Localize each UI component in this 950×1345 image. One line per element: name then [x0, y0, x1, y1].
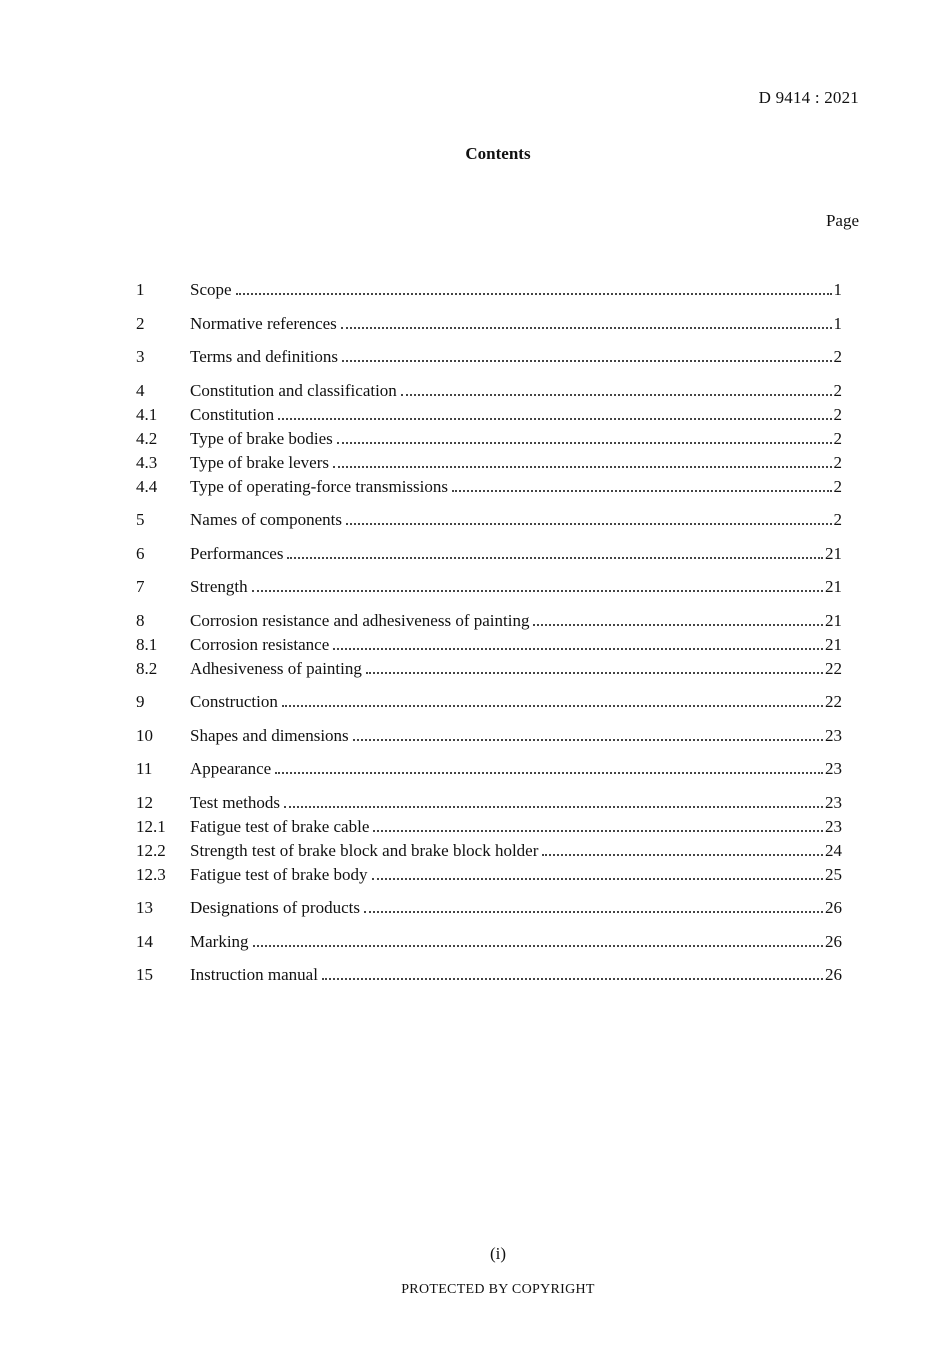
- toc-entry-page: 22: [825, 658, 842, 678]
- toc-entry-title: Designations of products: [190, 898, 360, 917]
- toc-entry-title: Type of operating-force transmissions: [190, 476, 448, 496]
- toc-entry[interactable]: [136, 542, 842, 566]
- toc-entry-number: 13: [136, 898, 153, 917]
- toc-entry-page: 23: [825, 725, 842, 745]
- toc-entry[interactable]: [136, 345, 842, 369]
- toc-entry-title: Terms and definitions: [190, 347, 339, 366]
- dot-leader: [278, 418, 831, 420]
- toc-entry-title: Shapes and dimensions: [190, 725, 349, 745]
- toc-entry[interactable]: [136, 930, 842, 954]
- dot-leader: [282, 705, 823, 707]
- toc-entry-number: 5: [136, 510, 145, 529]
- toc-entry-page: 2: [833, 476, 842, 496]
- toc-entry[interactable]: [136, 508, 842, 532]
- toc-entry[interactable]: [136, 451, 842, 475]
- document-id: D 9414 : 2021: [758, 88, 859, 107]
- dot-leader: [364, 911, 823, 913]
- toc-entry[interactable]: [136, 963, 842, 987]
- toc-entry-title: Scope: [190, 280, 232, 299]
- toc-entry-page: 2: [833, 380, 842, 400]
- toc-entry-page: 2: [833, 347, 842, 366]
- toc-entry-title: Type of brake bodies: [190, 428, 333, 448]
- footer-page-number: (i): [489, 1244, 507, 1263]
- dot-leader: [533, 624, 823, 626]
- toc-entry-title: Type of brake levers: [190, 452, 329, 472]
- toc-entry-title: Constitution and classification: [190, 380, 397, 400]
- dot-leader: [366, 672, 823, 674]
- dot-leader: [346, 523, 831, 525]
- toc-entry-number: 4.3: [136, 452, 158, 472]
- toc-entry-title: Performances: [190, 543, 284, 563]
- toc-entry[interactable]: [136, 609, 842, 633]
- toc-entry-page: 25: [825, 864, 842, 884]
- dot-leader: [333, 648, 823, 650]
- toc-entry[interactable]: [136, 724, 842, 748]
- dot-leader: [337, 442, 832, 444]
- toc-entry-title: Construction: [190, 692, 278, 711]
- dot-leader: [341, 327, 832, 329]
- toc-entry-page: 26: [825, 898, 842, 917]
- toc-entry-number: 2: [136, 313, 145, 333]
- toc-entry[interactable]: [136, 757, 842, 781]
- toc-entry-number: 4.1: [136, 404, 158, 424]
- toc-entry-title: Fatigue test of brake body: [190, 864, 368, 884]
- dot-leader: [236, 293, 832, 295]
- toc-entry[interactable]: [136, 657, 842, 681]
- toc-entry-number: 7: [136, 577, 145, 596]
- toc-entry-page: 23: [825, 792, 842, 812]
- toc-entry-number: 14: [136, 931, 153, 951]
- dot-leader: [342, 360, 831, 362]
- toc-entry-page: 2: [833, 510, 842, 529]
- dot-leader: [252, 590, 823, 592]
- toc-entry-number: 3: [136, 347, 145, 366]
- toc-entry[interactable]: [136, 839, 842, 863]
- toc-entry-number: 6: [136, 543, 145, 563]
- toc-entry-title: Marking: [190, 931, 249, 951]
- toc-entry-number: 4.4: [136, 476, 158, 496]
- dot-leader: [401, 394, 832, 396]
- dot-leader: [253, 945, 823, 947]
- toc-entry-number: 8.2: [136, 658, 158, 678]
- toc-entry-page: 24: [825, 840, 842, 860]
- dot-leader: [333, 466, 832, 468]
- toc-entry-title: Fatigue test of brake cable: [190, 816, 370, 836]
- toc-entry[interactable]: [136, 896, 842, 920]
- toc-entry-number: 12.1: [136, 816, 166, 836]
- toc-entry-number: 9: [136, 692, 145, 711]
- toc-entry-number: 4: [136, 380, 145, 400]
- toc-entry-title: Corrosion resistance and adhesiveness of painting: [190, 610, 530, 630]
- toc-entry-number: 12.2: [136, 840, 166, 860]
- toc-entry-page: 2: [833, 452, 842, 472]
- dot-leader: [287, 557, 823, 559]
- dot-leader: [275, 772, 823, 774]
- toc-entry-title: Instruction manual: [190, 965, 318, 984]
- page-title: Contents: [465, 144, 531, 163]
- toc-entry-page: 1: [833, 313, 842, 333]
- toc-entry-title: Normative references: [190, 313, 337, 333]
- toc-entry-number: 1: [136, 280, 145, 299]
- toc-entry-title: Appearance: [190, 759, 272, 778]
- toc-entry[interactable]: [136, 815, 842, 839]
- toc-entry-title: Strength: [190, 577, 248, 596]
- copyright-notice: PROTECTED BY COPYRIGHT: [401, 1282, 595, 1297]
- toc-entry[interactable]: [136, 475, 842, 499]
- toc-entry[interactable]: [136, 863, 842, 887]
- table-of-contents: [136, 278, 842, 987]
- dot-leader: [542, 854, 823, 856]
- dot-leader: [452, 490, 832, 492]
- toc-entry[interactable]: [136, 379, 842, 403]
- toc-entry-page: 23: [825, 759, 842, 778]
- toc-entry-number: 10: [136, 725, 153, 745]
- toc-entry-title: Strength test of brake block and brake block holder: [190, 840, 539, 860]
- toc-entry-number: 4.2: [136, 428, 158, 448]
- toc-entry[interactable]: [136, 791, 842, 815]
- toc-entry-title: Corrosion resistance: [190, 634, 330, 654]
- toc-entry[interactable]: [136, 312, 842, 336]
- dot-leader: [284, 806, 823, 808]
- toc-entry-title: Constitution: [190, 404, 275, 424]
- toc-entry-title: Names of components: [190, 510, 343, 529]
- page-column-heading: Page: [825, 211, 859, 230]
- dot-leader: [372, 878, 823, 880]
- toc-entry-number: 8.1: [136, 634, 158, 654]
- toc-entry-number: 11: [136, 759, 153, 778]
- toc-entry-page: 26: [825, 965, 842, 984]
- toc-entry-page: 1: [833, 280, 842, 299]
- toc-entry-number: 8: [136, 610, 145, 630]
- toc-entry[interactable]: [136, 575, 842, 599]
- toc-entry-number: 15: [136, 965, 153, 984]
- toc-entry-page: 2: [833, 404, 842, 424]
- toc-entry-page: 21: [825, 610, 842, 630]
- toc-entry[interactable]: [136, 690, 842, 714]
- toc-entry-page: 23: [825, 816, 842, 836]
- dot-leader: [373, 830, 823, 832]
- toc-entry-page: 21: [825, 577, 842, 596]
- toc-entry-title: Test methods: [190, 792, 280, 812]
- dot-leader: [322, 978, 823, 980]
- toc-entry-page: 2: [833, 428, 842, 448]
- toc-entry-number: 12.3: [136, 864, 166, 884]
- toc-entry[interactable]: [136, 278, 842, 302]
- toc-entry-page: 26: [825, 931, 842, 951]
- toc-entry-page: 21: [825, 543, 842, 563]
- dot-leader: [353, 739, 823, 741]
- toc-entry-page: 21: [825, 634, 842, 654]
- toc-entry-page: 22: [825, 692, 842, 711]
- toc-entry[interactable]: [136, 633, 842, 657]
- toc-entry-number: 12: [136, 792, 153, 812]
- toc-entry[interactable]: [136, 427, 842, 451]
- toc-entry-title: Adhesiveness of painting: [190, 658, 362, 678]
- toc-entry[interactable]: [136, 403, 842, 427]
